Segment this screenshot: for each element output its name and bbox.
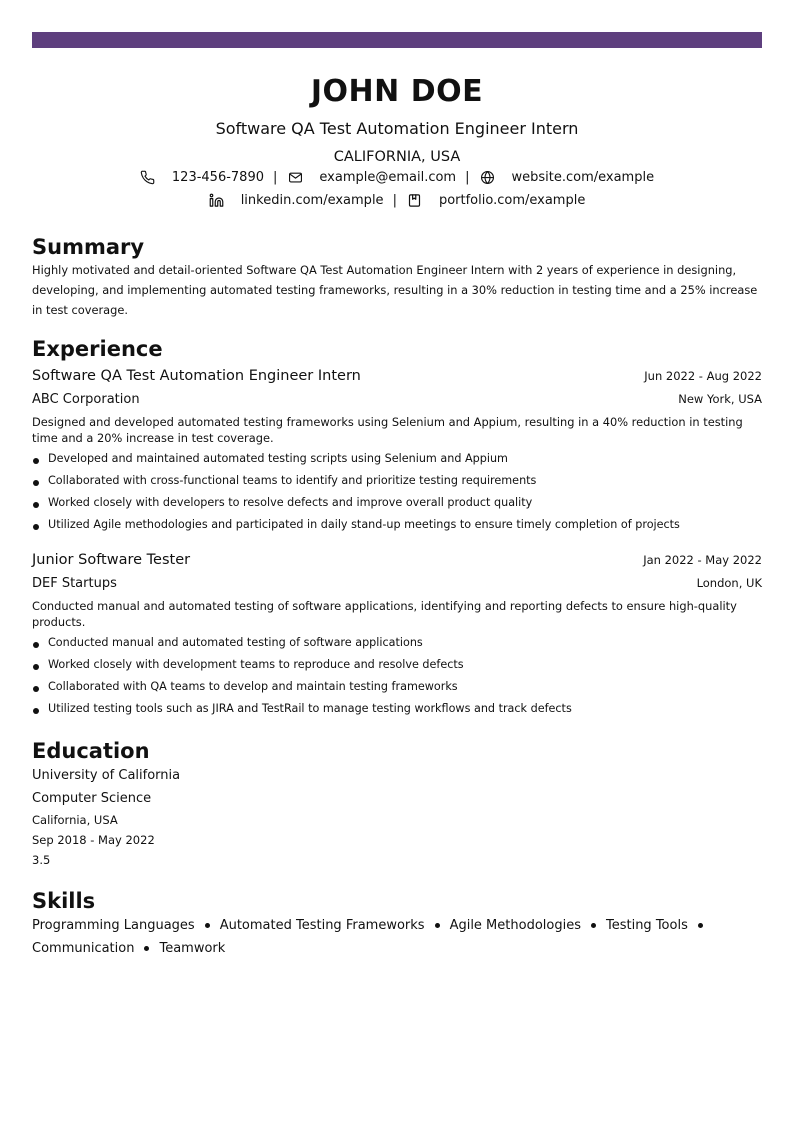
bullet-dot bbox=[33, 686, 39, 692]
bullet-dot bbox=[33, 502, 39, 508]
experience-section bbox=[32, 336, 762, 720]
skill-item: Testing Tools bbox=[605, 918, 688, 933]
linkedin-icon bbox=[209, 193, 225, 209]
summary-heading: Summary bbox=[32, 235, 145, 259]
bullet-dot bbox=[33, 458, 39, 464]
education-dates: Sep 2018 - May 2022 bbox=[32, 833, 155, 847]
skill-separator-dot bbox=[591, 923, 596, 928]
education-degree: Computer Science bbox=[32, 791, 152, 806]
bullet-item bbox=[32, 448, 762, 470]
mail-icon bbox=[287, 170, 303, 186]
job-location: New York, USA bbox=[678, 392, 762, 406]
job-title: Junior Software Tester bbox=[32, 552, 191, 568]
phone-icon bbox=[140, 170, 156, 186]
website-link[interactable]: website.com/example bbox=[511, 170, 655, 185]
contact-row-secondary bbox=[32, 189, 762, 212]
bullet-text: Worked closely with developers to resolve defects and improve overall product quality bbox=[48, 496, 533, 509]
job-company: ABC Corporation bbox=[32, 392, 140, 407]
skill-separator-dot bbox=[698, 923, 703, 928]
skill-separator-dot bbox=[144, 946, 149, 951]
bullet-dot bbox=[33, 708, 39, 714]
portfolio-link[interactable]: portfolio.com/example bbox=[438, 193, 586, 208]
skill-item: Automated Testing Frameworks bbox=[219, 918, 425, 933]
job-bullets bbox=[32, 632, 762, 720]
skill-item: Programming Languages bbox=[32, 918, 195, 933]
bullet-text: Developed and maintained automated testing scripts using Selenium and Appium bbox=[48, 452, 508, 465]
bullet-item bbox=[32, 676, 762, 698]
bullet-text: Collaborated with QA teams to develop and maintain testing frameworks bbox=[48, 680, 458, 693]
accent-bar bbox=[32, 32, 762, 48]
bookmark-icon bbox=[407, 193, 423, 209]
bullet-item bbox=[32, 632, 762, 654]
resume-header bbox=[32, 74, 762, 212]
experience-heading: Experience bbox=[32, 337, 163, 361]
bullet-dot bbox=[33, 642, 39, 648]
candidate-location: CALIFORNIA, USA bbox=[333, 149, 461, 165]
bullet-text: Worked closely with development teams to reproduce and resolve defects bbox=[48, 658, 464, 671]
resume-page bbox=[32, 32, 762, 960]
bullet-dot bbox=[33, 524, 39, 530]
skills-heading: Skills bbox=[32, 889, 96, 913]
candidate-role: Software QA Test Automation Engineer Intern bbox=[215, 119, 579, 138]
job-dates: Jun 2022 - Aug 2022 bbox=[644, 369, 762, 383]
job-company-row bbox=[32, 572, 762, 596]
bullet-dot bbox=[33, 480, 39, 486]
job-dates: Jan 2022 - May 2022 bbox=[643, 553, 762, 567]
job-company-row bbox=[32, 388, 762, 412]
bullet-dot bbox=[33, 664, 39, 670]
job-title-row bbox=[32, 548, 762, 572]
job-company: DEF Startups bbox=[32, 576, 117, 591]
skill-item: Agile Methodologies bbox=[449, 918, 581, 933]
education-school: University of California bbox=[32, 768, 181, 783]
job-bullets bbox=[32, 448, 762, 536]
skills-list bbox=[32, 914, 762, 960]
bullet-text: Collaborated with cross-functional teams to identify and prioritize testing requirements bbox=[48, 474, 537, 487]
separator: | bbox=[392, 193, 397, 208]
separator: | bbox=[465, 170, 470, 185]
job-title: Software QA Test Automation Engineer Intern bbox=[32, 368, 361, 384]
contact-row-primary bbox=[32, 166, 762, 189]
bullet-item bbox=[32, 470, 762, 492]
education-gpa: 3.5 bbox=[32, 853, 51, 867]
email-link[interactable]: example@email.com bbox=[319, 170, 457, 185]
skill-separator-dot bbox=[205, 923, 210, 928]
bullet-item bbox=[32, 514, 762, 536]
job-title-row bbox=[32, 364, 762, 388]
job-location: London, UK bbox=[696, 576, 762, 590]
job-description: Conducted manual and automated testing of software applications, identifying and reporting defects to ensure high-quality products. bbox=[32, 599, 737, 629]
summary-section bbox=[32, 234, 762, 320]
skill-item: Teamwork bbox=[159, 941, 226, 956]
bullet-item bbox=[32, 698, 762, 720]
education-location: California, USA bbox=[32, 813, 118, 827]
skill-separator-dot bbox=[435, 923, 440, 928]
bullet-item bbox=[32, 492, 762, 514]
education-section bbox=[32, 738, 762, 870]
skills-section bbox=[32, 888, 762, 960]
job-description: Designed and developed automated testing frameworks using Selenium and Appium, resulting in a 40% reduction in testing time and a 20% increase in test coverage. bbox=[32, 415, 743, 445]
globe-icon bbox=[479, 170, 495, 186]
linkedin-link[interactable]: linkedin.com/example bbox=[240, 193, 384, 208]
education-heading: Education bbox=[32, 739, 150, 763]
separator: | bbox=[273, 170, 278, 185]
bullet-text: Utilized testing tools such as JIRA and TestRail to manage testing workflows and track defects bbox=[48, 702, 572, 715]
summary-text: Highly motivated and detail-oriented Software QA Test Automation Engineer Intern with 2 years of experience in designing, developing, and implementing automated testing frameworks, resulting in a 30% reduction in testing time and a 25% increase in test coverage. bbox=[32, 263, 758, 317]
bullet-item bbox=[32, 654, 762, 676]
bullet-text: Utilized Agile methodologies and participated in daily stand-up meetings to ensure timely completion of projects bbox=[48, 518, 680, 531]
job-entry bbox=[32, 548, 762, 720]
candidate-name: JOHN DOE bbox=[310, 74, 484, 109]
skill-item: Communication bbox=[32, 941, 135, 956]
bullet-text: Conducted manual and automated testing of software applications bbox=[48, 636, 423, 649]
phone-text[interactable]: 123-456-7890 bbox=[171, 170, 264, 185]
job-entry bbox=[32, 364, 762, 536]
